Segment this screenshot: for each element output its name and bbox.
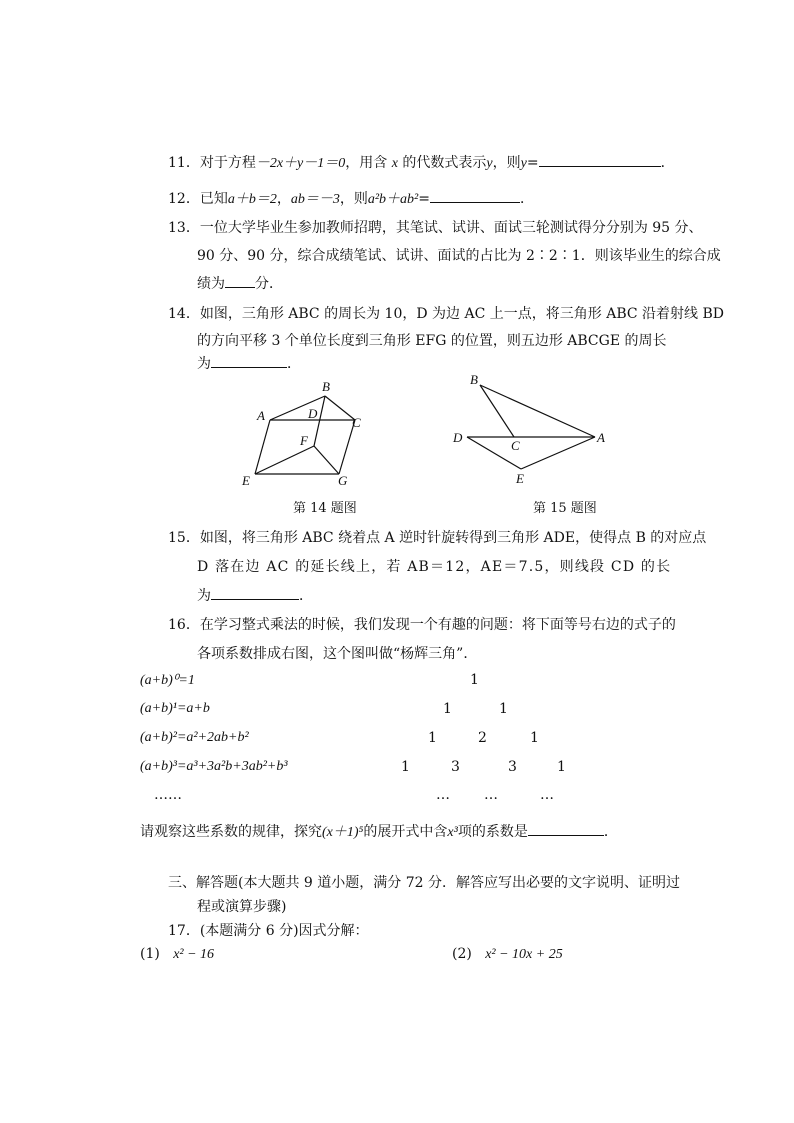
- q14-line-3: [197, 353, 301, 373]
- q15-line-1: [168, 527, 706, 547]
- q15-number: 15．: [168, 530, 200, 546]
- q16-question-pre: 请观察这些系数的规律，探究: [140, 824, 322, 840]
- q15-text-3-pre: 为: [197, 588, 211, 604]
- pascal-expr-0: (a+b)⁰=1: [140, 673, 195, 688]
- q16-text-1: 在学习整式乘法的时候，我们发现一个有趣的问题：将下面等号右边的式子的: [199, 617, 676, 633]
- q11-period: ．: [660, 155, 675, 171]
- q16-question-post: 项的系数是: [457, 824, 528, 840]
- q16-answer-blank[interactable]: [528, 821, 604, 836]
- fig15-label-c: C: [511, 438, 520, 453]
- q13-line-1: [168, 217, 703, 237]
- q17-part-1-number: (1): [140, 946, 160, 962]
- q11-text-post: ，则: [492, 155, 521, 171]
- pascal-coeff-2-0: 1: [428, 730, 437, 746]
- pascal-coeff-2-1: 2: [478, 730, 487, 746]
- q15-answer-blank[interactable]: [211, 585, 299, 600]
- fig14-segment-bc: [325, 396, 355, 420]
- q12-text-mid: ，则: [339, 191, 368, 207]
- q11-text-mid: ，用含: [345, 155, 388, 171]
- q13-line-2: 90 分、90 分，综合成绩笔试、试讲、面试的占比为 2∶2∶1．则该毕业生的综合成: [197, 248, 721, 264]
- fig14-segment-ef: [255, 446, 314, 474]
- question-12: [168, 188, 534, 208]
- q11-answer-blank[interactable]: [539, 152, 661, 167]
- pascal-expr-1: (a+b)¹=a+b: [140, 701, 210, 716]
- fig15-label-d: D: [453, 430, 463, 445]
- q14-line-2: 的方向平移 3 个单位长度到三角形 EFG 的位置，则五边形 ABCGE 的周长: [197, 333, 667, 349]
- q15-line-3: [197, 585, 313, 605]
- figure-15: [450, 370, 620, 490]
- figure-14: [230, 372, 380, 492]
- fig15-segment-ea: [521, 437, 595, 469]
- q11-text-pre: 对于方程: [199, 155, 256, 171]
- q11-eq-sign: =: [526, 155, 539, 171]
- q17-part-2-expr: x² − 10x + 25: [485, 947, 563, 962]
- fig14-segment-ae: [255, 420, 270, 474]
- q11-text-mid2: 的代数式表示: [402, 155, 487, 171]
- pascal-coeff-3-2: 3: [508, 759, 517, 775]
- fig14-label-b: B: [322, 379, 330, 394]
- q16-number: 16．: [168, 617, 200, 633]
- q16-line-2: 各项系数排成右图，这个图叫做“杨辉三角”．: [197, 646, 478, 662]
- fig14-label-f: F: [300, 433, 308, 448]
- section-3-heading-line-2: 程或演算步骤): [197, 899, 287, 915]
- pascal-dots-0: …: [436, 787, 450, 803]
- q12-eq-sign: =: [418, 191, 430, 207]
- q14-line-1: [168, 303, 724, 323]
- q13-line-3: [197, 273, 283, 293]
- pascal-expr-2: (a+b)²=a²+2ab+b²: [140, 730, 249, 745]
- section-3-heading-line-1: 三、解答题(本大题共 9 道小题，满分 72 分．解答应写出必要的文字说明、证明过: [168, 875, 680, 891]
- fig15-label-e: E: [516, 471, 524, 486]
- fig14-caption: 第 14 题图: [293, 501, 357, 516]
- q14-text-1: 如图，三角形 ABC 的周长为 10，D 为边 AC 上一点，将三角形 ABC 沿着射线 BD: [199, 306, 724, 322]
- q12-condition-1: a＋b＝2: [227, 192, 277, 207]
- fig14-segment-fg: [314, 446, 339, 474]
- fig15-caption: 第 15 题图: [533, 501, 597, 516]
- pascal-coeff-3-3: 1: [557, 759, 566, 775]
- q12-expression: a²b＋ab²: [367, 192, 419, 207]
- q13-text-3-post: 分．: [255, 276, 283, 292]
- q12-number: 12．: [168, 191, 200, 207]
- fig15-label-b: B: [470, 372, 478, 387]
- q15-text-1: 如图，将三角形 ABC 绕着点 A 逆时针旋转得到三角形 ADE，使得点 B 的对应点: [199, 530, 707, 546]
- fig14-label-a: A: [257, 408, 265, 423]
- q13-text-3-pre: 绩为: [197, 276, 225, 292]
- q16-question-term: x³: [447, 825, 458, 840]
- q15-line-2: D 落在边 AC 的延长线上，若 AB＝12，AE＝7.5，则线段 CD 的长: [197, 559, 672, 575]
- q11-var-y: y: [486, 156, 493, 171]
- q14-number: 14．: [168, 306, 200, 322]
- fig14-label-c: C: [352, 415, 361, 430]
- pascal-coeff-1-0: 1: [443, 701, 452, 717]
- q17-part-2: [452, 946, 563, 963]
- q16-question-expr: (x＋1)⁵: [322, 825, 364, 840]
- q15-text-3-post: ．: [299, 588, 313, 604]
- q17-part-1-expr: x² − 16: [173, 947, 215, 962]
- q17-part-2-number: (2): [452, 946, 472, 962]
- pascal-expr-ellipsis: ……: [154, 787, 182, 803]
- fig15-label-a: A: [597, 430, 605, 445]
- fig14-label-g: G: [338, 473, 348, 488]
- pascal-coeff-3-0: 1: [401, 759, 410, 775]
- q12-period: ．: [519, 191, 534, 207]
- question-11: [168, 152, 675, 172]
- q12-text-pre: 已知: [199, 191, 228, 207]
- fig14-label-d: D: [308, 406, 318, 421]
- q13-answer-blank[interactable]: [225, 273, 255, 288]
- q12-separator: ，: [276, 191, 291, 207]
- q11-equation: －2x＋y－1＝0: [255, 156, 346, 171]
- q12-answer-blank[interactable]: [430, 188, 520, 203]
- fig14-segment-bf: [314, 396, 325, 446]
- pascal-expr-3: (a+b)³=a³+3a²b+3ab²+b³: [140, 759, 288, 774]
- q16-question: [140, 821, 618, 841]
- fig14-label-e: E: [242, 473, 250, 488]
- pascal-coeff-2-2: 1: [530, 730, 539, 746]
- q11-var-x: x: [391, 156, 398, 171]
- pascal-dots-2: …: [540, 787, 554, 803]
- pascal-dots-1: …: [484, 787, 498, 803]
- q11-number: 11．: [168, 155, 200, 171]
- q16-question-mid: 的展开式中含: [363, 824, 448, 840]
- q14-text-3-post: ．: [287, 356, 301, 372]
- q16-line-1: [168, 614, 676, 634]
- pascal-coeff-3-1: 3: [451, 759, 460, 775]
- q13-number: 13．: [168, 220, 200, 236]
- q17-title: 17．(本题满分 6 分)因式分解：: [168, 923, 369, 939]
- q13-text-1: 一位大学毕业生参加教师招聘，其笔试、试讲、面试三轮测试得分分别为 95 分、: [199, 220, 703, 236]
- q17-part-1: [140, 946, 214, 963]
- q14-answer-blank[interactable]: [211, 353, 287, 368]
- pascal-coeff-1-1: 1: [499, 701, 508, 717]
- q14-text-3-pre: 为: [197, 356, 211, 372]
- q11-var-y2: y: [520, 156, 527, 171]
- q12-condition-2: ab＝－3: [290, 192, 340, 207]
- pascal-coeff-0-0: 1: [470, 672, 479, 688]
- q16-question-end: ．: [603, 824, 618, 840]
